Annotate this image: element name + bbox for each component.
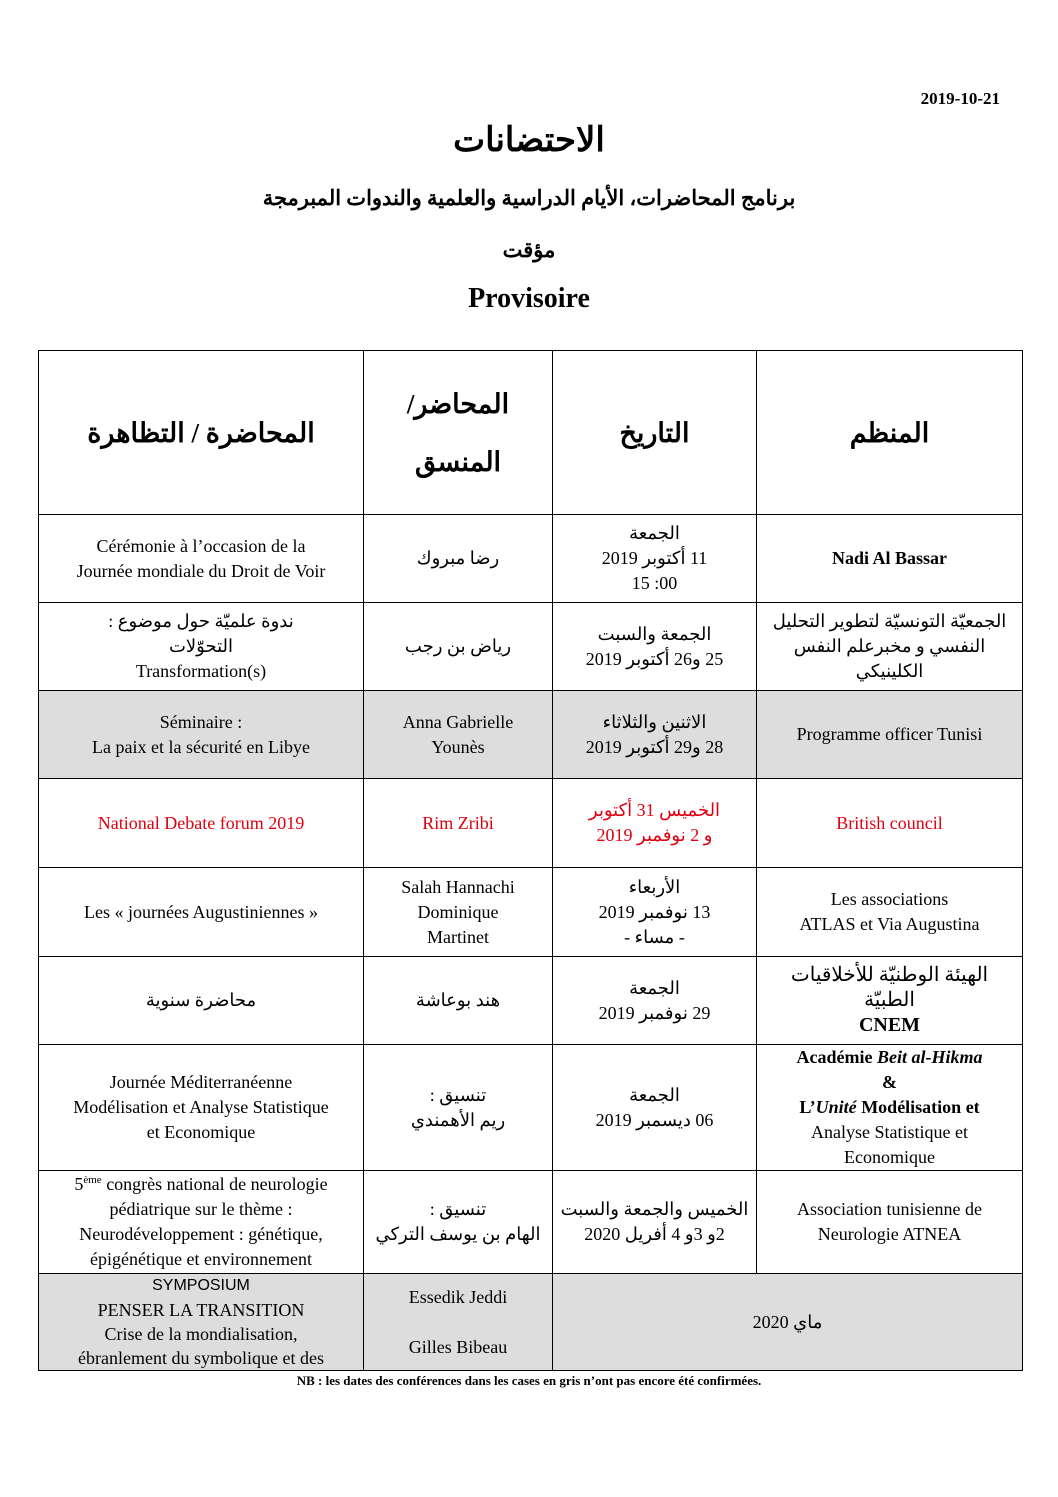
organizer-cell: الجمعيّة التونسيّة لتطوير التحليل النفسي و مخبرعلم النفس الكلينيكي xyxy=(757,603,1023,691)
organizer-cell: Programme officer Tunisi xyxy=(757,691,1023,779)
event-cell: SYMPOSIUM PENSER LA TRANSITION Crise de la mondialisation, ébranlement du symbolique et des xyxy=(39,1274,364,1371)
document-subtitle: برنامج المحاضرات، الأيام الدراسية والعلمية والندوات المبرمجة xyxy=(262,186,796,210)
event-cell: Séminaire : La paix et la sécurité en Libye xyxy=(39,691,364,779)
column-header-speaker: المحاضر/ المنسق xyxy=(364,351,553,515)
organizer-cell: Association tunisienne de Neurologie ATNEA xyxy=(757,1171,1023,1274)
document-date: 2019-10-21 xyxy=(920,89,1000,108)
column-header-organizer: المنظم xyxy=(757,351,1023,515)
date-cell: الخميس والجمعة والسبت 2و 3و 4 أفريل 2020 xyxy=(553,1171,757,1274)
speaker-cell: تنسيق : ريم الأهمندي xyxy=(364,1045,553,1171)
event-cell: 5ème congrès national de neurologie pédiatrique sur le thème : Neurodéveloppement : génétique, épigénétique et environnement xyxy=(39,1171,364,1274)
table-row xyxy=(39,1045,1023,1171)
date-cell: الجمعة 29 نوفمبر 2019 xyxy=(553,957,757,1045)
speaker-cell: رياض بن رجب xyxy=(364,603,553,691)
table-row xyxy=(39,1274,1023,1371)
program-table xyxy=(38,350,1023,1371)
organizer-cell: Nadi Al Bassar xyxy=(757,515,1023,603)
table-row xyxy=(39,957,1023,1045)
document-title: الاحتضانات xyxy=(453,122,605,159)
event-cell: Cérémonie à l’occasion de la Journée mondiale du Droit de Voir xyxy=(39,515,364,603)
organizer-cell: الهيئة الوطنيّة للأخلاقيات الطبيّة CNEM xyxy=(757,957,1023,1045)
table-row xyxy=(39,868,1023,957)
column-header-date: التاريخ xyxy=(553,351,757,515)
date-cell: الجمعة 11 أكتوبر 2019 15 :00 xyxy=(553,515,757,603)
date-cell: الجمعة 06 ديسمبر 2019 xyxy=(553,1045,757,1171)
speaker-cell: رضا مبروك xyxy=(364,515,553,603)
organizer-cell: British council xyxy=(757,779,1023,868)
column-header-event: المحاضرة / التظاهرة xyxy=(39,351,364,515)
table-header-row xyxy=(39,351,1023,515)
speaker-cell: هند بوعاشة xyxy=(364,957,553,1045)
event-cell: National Debate forum 2019 xyxy=(39,779,364,868)
date-cell: الخميس 31 أكتوبر و 2 نوفمبر 2019 xyxy=(553,779,757,868)
date-cell: الأربعاء 13 نوفمبر 2019 - مساء - xyxy=(553,868,757,957)
table-row xyxy=(39,779,1023,868)
speaker-cell: Salah Hannachi Dominique Martinet xyxy=(364,868,553,957)
speaker-cell: Essedik Jeddi Gilles Bibeau xyxy=(364,1274,553,1371)
table-row xyxy=(39,1171,1023,1274)
provisional-label-french: Provisoire xyxy=(468,283,590,314)
organizer-cell: Les associations ATLAS et Via Augustina xyxy=(757,868,1023,957)
speaker-cell: Rim Zribi xyxy=(364,779,553,868)
date-cell: ماي 2020 xyxy=(553,1274,1023,1371)
organizer-cell: Académie Beit al-Hikma & L’Unité Modélisation et Analyse Statistique et Economique xyxy=(757,1045,1023,1171)
table-row xyxy=(39,603,1023,691)
speaker-cell: Anna Gabrielle Younès xyxy=(364,691,553,779)
event-cell: Journée Méditerranéenne Modélisation et Analyse Statistique et Economique xyxy=(39,1045,364,1171)
provisional-label-arabic: مؤقت xyxy=(502,238,556,262)
date-cell: الجمعة والسبت 25 و26 أكتوبر 2019 xyxy=(553,603,757,691)
event-cell: ندوة علميّة حول موضوع : التحوّلات Transformation(s) xyxy=(39,603,364,691)
event-cell: محاضرة سنوية xyxy=(39,957,364,1045)
table-row xyxy=(39,691,1023,779)
date-cell: الاثنين والثلاثاء 28 و29 أكتوبر 2019 xyxy=(553,691,757,779)
event-cell: Les « journées Augustiniennes » xyxy=(39,868,364,957)
speaker-cell: تنسيق : الهام بن يوسف التركي xyxy=(364,1171,553,1274)
table-row xyxy=(39,515,1023,603)
footnote: NB : les dates des conférences dans les cases en gris n’ont pas encore été confirmées. xyxy=(296,1373,762,1388)
